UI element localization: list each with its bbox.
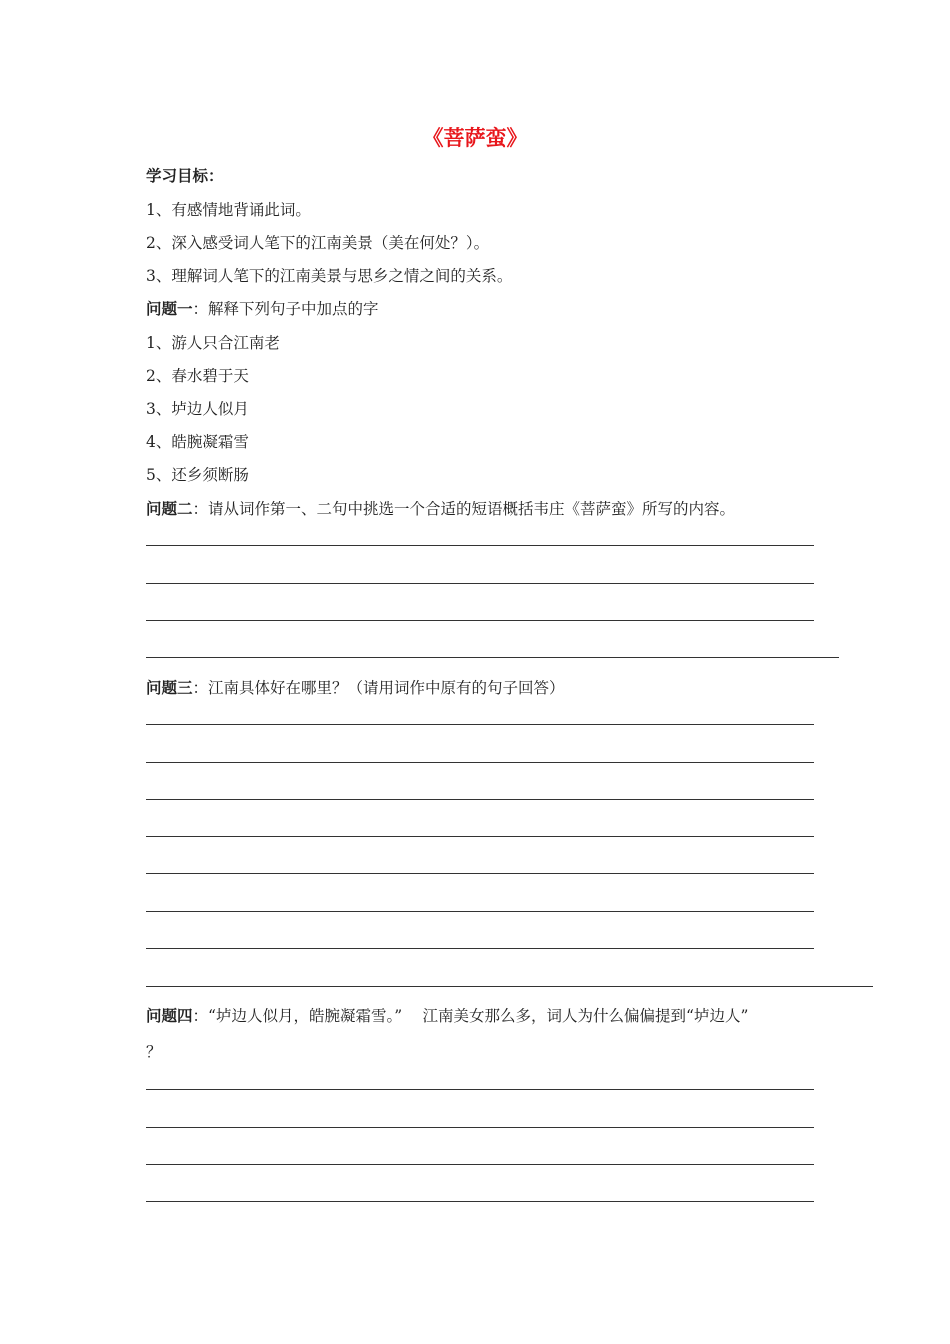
goal-item: 3、理解词人笔下的江南美景与思乡之情之间的关系。 [146,267,513,285]
page-title: 《菩萨蛮》 [422,126,528,150]
answer-line[interactable] [146,836,814,837]
question-3-text: ：江南具体好在哪里？（请用词作中原有的句子回答） [192,679,565,697]
question-4-text: ：“垆边人似月，皓腕凝霜雪。” 江南美女那么多，词人为什么偏偏提到“垆边人” [192,1007,749,1025]
question-1 [146,297,379,319]
answer-line[interactable] [146,948,814,949]
q1-item: 5、还乡须断肠 [146,466,249,484]
answer-line[interactable] [146,1089,814,1090]
q1-item: 4、皓腕凝霜雪 [146,433,249,451]
answer-line[interactable] [146,762,814,763]
answer-line[interactable] [146,657,839,658]
answer-line[interactable] [146,799,814,800]
answer-line[interactable] [146,873,814,874]
answer-line[interactable] [146,1127,814,1128]
question-3-label: 问题三 [146,679,193,697]
question-3 [146,676,565,698]
question-4-label: 问题四 [146,1007,193,1025]
question-1-label: 问题一 [146,300,193,318]
q1-item: 3、垆边人似月 [146,400,249,418]
answer-line[interactable] [146,911,814,912]
goal-item: 1、有感情地背诵此词。 [146,201,311,219]
goals-heading: 学习目标： [146,167,224,185]
q1-item: 1、游人只合江南老 [146,334,280,352]
answer-line[interactable] [146,986,873,987]
question-2-text: ：请从词作第一、二句中挑选一个合适的短语概括韦庄《菩萨蛮》所写的内容。 [192,500,736,518]
question-4-continuation: ？ [146,1043,162,1061]
answer-line[interactable] [146,1201,814,1202]
answer-line[interactable] [146,620,814,621]
q1-item: 2、春水碧于天 [146,367,249,385]
question-1-text: ：解释下列句子中加点的字 [192,300,379,318]
goal-item: 2、深入感受词人笔下的江南美景（美在何处？）。 [146,234,490,252]
answer-line[interactable] [146,1164,814,1165]
question-2 [146,497,735,519]
answer-line[interactable] [146,545,814,546]
answer-line[interactable] [146,724,814,725]
answer-line[interactable] [146,583,814,584]
question-4 [146,1004,748,1026]
question-2-label: 问题二 [146,500,193,518]
